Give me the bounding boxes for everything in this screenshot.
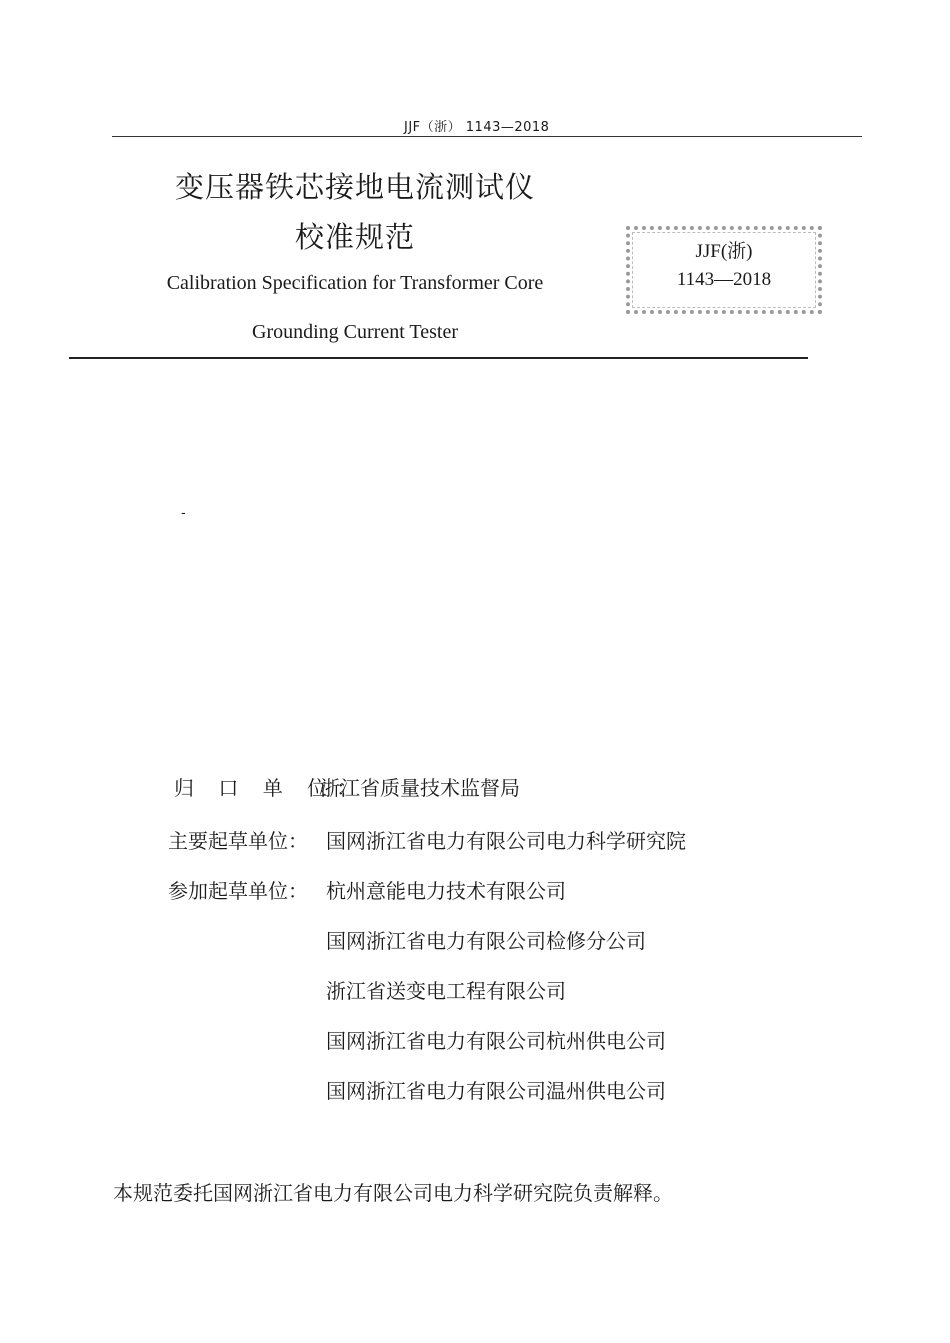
code-box-line2: 1143—2018 [676,269,772,290]
code-box-line1: JJF(浙) [695,241,753,262]
title-en-line1: Calibration Specification for Transformer Core [166,272,544,294]
participant-label: 参加起草单位： [168,879,308,903]
title-divider [69,357,808,359]
participant-item: 国网浙江省电力有限公司杭州供电公司 [326,1029,666,1053]
header-divider [112,136,862,137]
title-en-line2: Grounding Current Tester [252,321,458,343]
responsible-unit-label: 归 口 单 位： [174,776,366,800]
participant-item: 杭州意能电力技术有限公司 [326,879,566,903]
interpretation-note: 本规范委托国网浙江省电力有限公司电力科学研究院负责解释。 [113,1181,673,1205]
responsible-unit-value: 浙江省质量技术监督局 [320,776,520,800]
running-header [112,116,862,135]
standard-code-box [626,226,822,314]
main-drafter-value: 国网浙江省电力有限公司电力科学研究院 [326,829,686,853]
stray-mark: - [181,506,186,521]
title-cn-line2: 校准规范 [294,220,415,254]
standard-code: JJF（浙） 1143—2018 [404,120,550,135]
participant-item: 国网浙江省电力有限公司温州供电公司 [326,1079,666,1103]
participant-item: 国网浙江省电力有限公司检修分公司 [326,929,646,953]
main-drafter-label: 主要起草单位： [168,829,308,853]
title-cn-line1: 变压器铁芯接地电流测试仪 [174,170,535,204]
participant-item: 浙江省送变电工程有限公司 [326,979,566,1003]
